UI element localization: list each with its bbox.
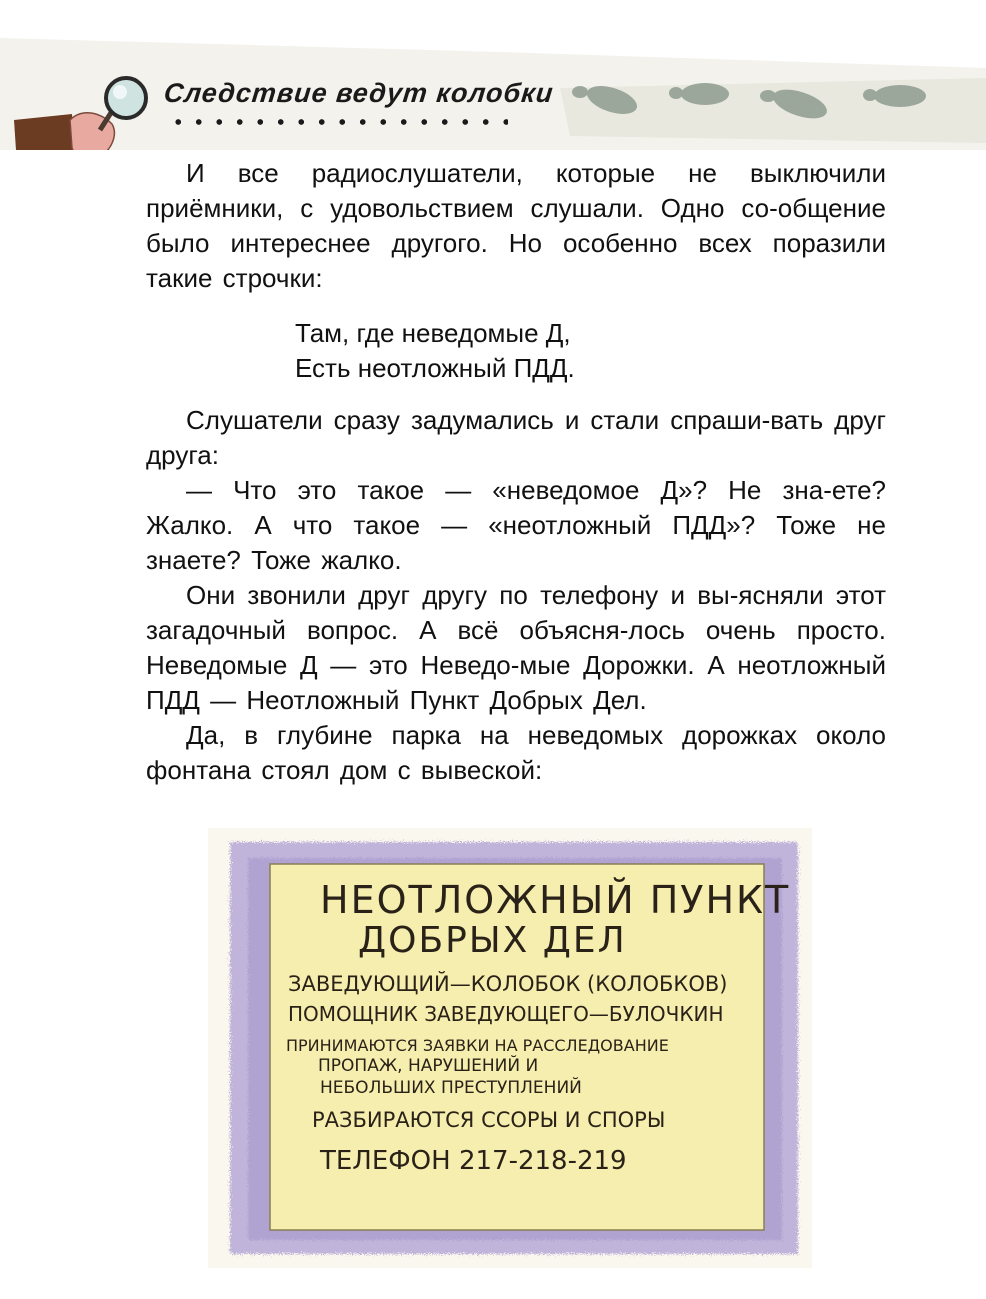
poem — [295, 316, 575, 386]
sign-line: ПРИНИМАЮТСЯ ЗАЯВКИ НА РАССЛЕДОВАНИЕ — [286, 1036, 669, 1055]
sign-line: ПРОПАЖ, НАРУШЕНИЙ И — [318, 1056, 539, 1076]
paragraph: — Что это такое — «неведомое Д»? Не зна-ете? Жалко. А что такое — «неотложный ПДД»? Тоже не знаете? Тоже жалко. — [146, 475, 886, 575]
poem-line: Есть неотложный ПДД. — [295, 353, 575, 383]
paragraph: Они звонили друг другу по телефону и вы-ясняли этот загадочный вопрос. А всё объясня-лось очень просто. Неведомые Д — это Неведо-мые Дорожки. А неотложный ПДД — Неотложный Пункт Добрых Дел. — [146, 580, 886, 715]
sign-line: НЕБОЛЬШИХ ПРЕСТУПЛЕНИЙ — [320, 1078, 582, 1098]
sign-line: ПОМОЩНИК ЗАВЕДУЮЩЕГО—БУЛОЧКИН — [288, 1002, 724, 1026]
sign-line: ЗАВЕДУЮЩИЙ—КОЛОБОК (КОЛОБКОВ) — [288, 972, 728, 996]
paragraph: Да, в глубине парка на неведомых дорожках около фонтана стоял дом с вывеской: — [146, 720, 886, 785]
sign-text — [208, 828, 812, 1268]
paragraph: Слушатели сразу задумались и стали спраши-вать друг друга: — [146, 405, 886, 470]
header-dots-divider — [168, 118, 508, 126]
text-block-2 — [146, 403, 886, 788]
sign-title-line: ДОБРЫХ ДЕЛ — [358, 920, 627, 961]
text-block-1 — [146, 156, 886, 296]
page-header-title: Следствие ведут колобки — [162, 78, 556, 108]
paragraph: И все радиослушатели, которые не выключили приёмники, с удовольствием слушали. Одно со-общение было интереснее другого. Но особенно всех поразили такие строчки: — [146, 158, 886, 293]
sign-illustration — [208, 828, 812, 1268]
sign-line: РАЗБИРАЮТСЯ ССОРЫ И СПОРЫ — [312, 1108, 666, 1132]
sign-phone-line: ТЕЛЕФОН 217-218-219 — [320, 1146, 627, 1176]
poem-line: Там, где неведомые Д, — [295, 318, 571, 348]
sign-title-line: НЕОТЛОЖНЫЙ ПУНКТ — [320, 878, 791, 922]
